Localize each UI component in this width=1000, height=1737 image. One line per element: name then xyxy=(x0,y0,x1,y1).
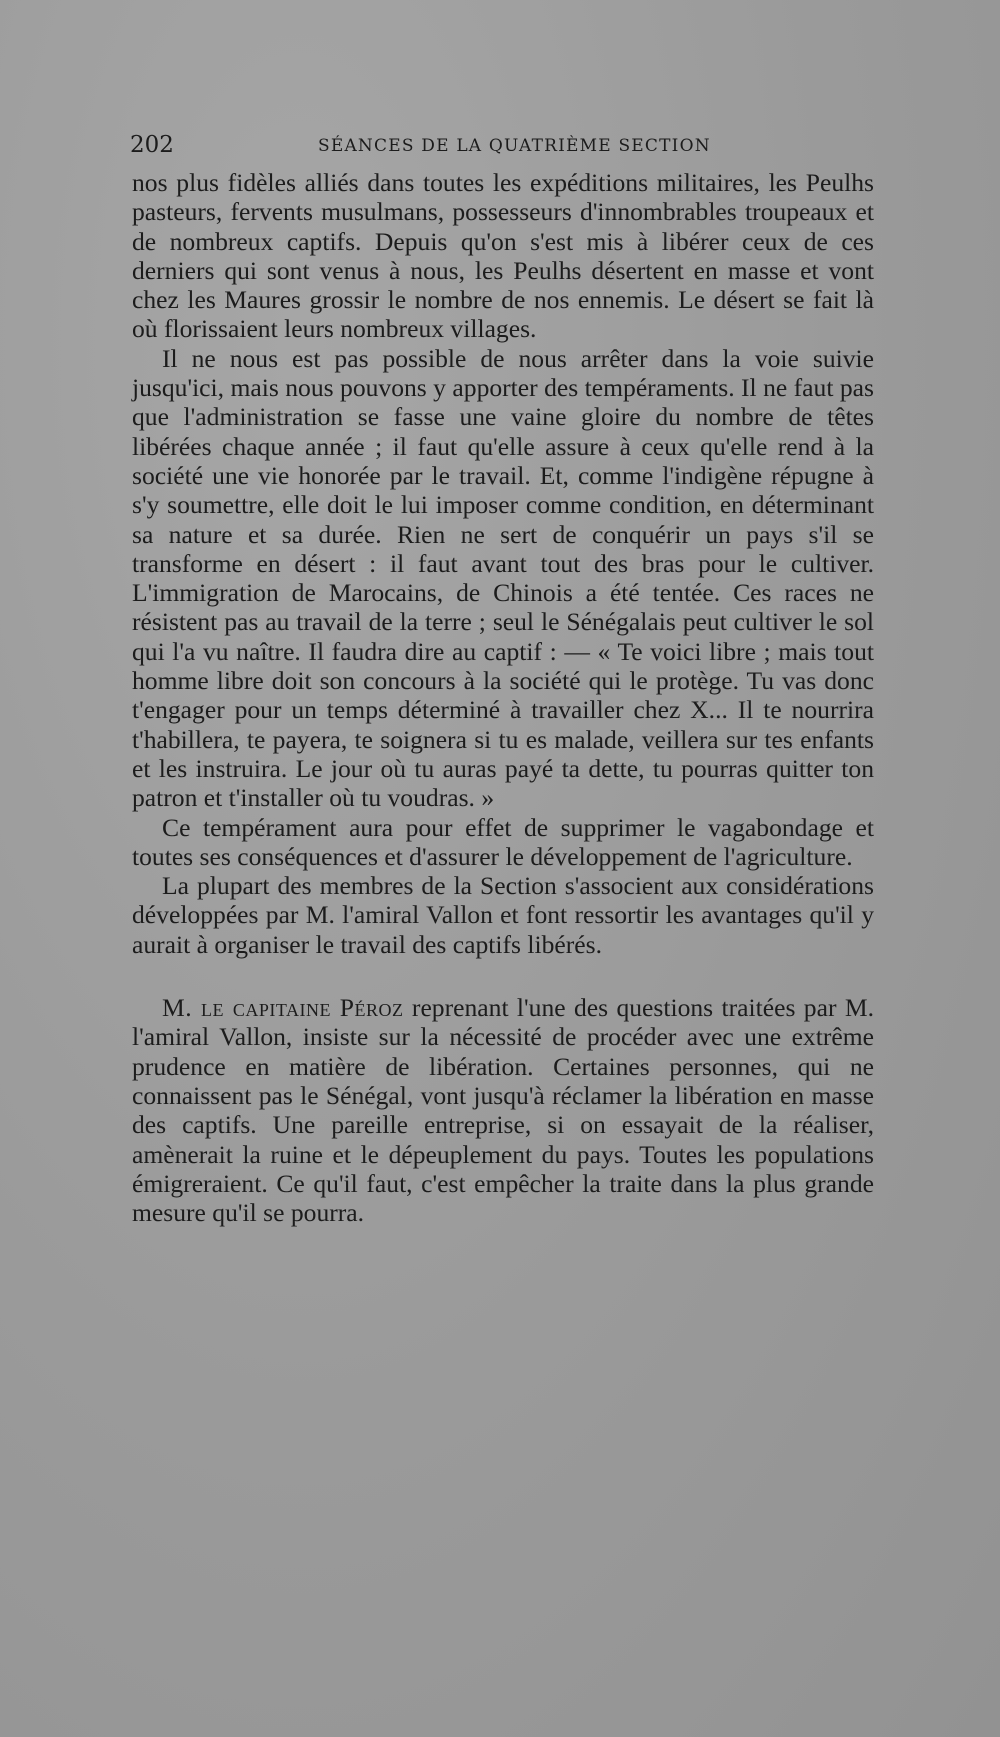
paragraph-3: Ce tempérament aura pour effet de supprimer le vagabondage et toutes ses conséquences et d'assurer le développement de l'agriculture. xyxy=(132,812,874,871)
body-text xyxy=(132,168,874,1227)
speaker-name: M. le capitaine Péroz xyxy=(162,993,404,1023)
running-title: SÉANCES DE LA QUATRIÈME SECTION xyxy=(318,136,711,156)
paragraph-2: Il ne nous est pas possible de nous arrêter dans la voie suivie jusqu'ici, mais nous pouvons y apporter des tempéraments. Il ne faut pas que l'administration se fasse une vaine gloire du nombre de têtes libérées chaque année ; il faut qu'elle assure à ceux qu'elle rend à la société une vie honorée par le travail. Et, comme l'indigène répugne à s'y soumettre, elle doit le lui imposer comme condition, en déterminant sa nature et sa durée. Rien ne sert de conquérir un pays s'il se transforme en désert : il faut avant tout des bras pour le cultiver. L'immigration de Marocains, de Chinois a été tentée. Ces races ne résistent pas au travail de la terre ; seul le Sénégalais peut cultiver le sol qui l'a vu naître. Il faudra dire au captif : — « Te voici libre ; mais tout homme libre doit son concours à la société qui le protège. Tu vas donc t'engager pour un temps déterminé à travailler chez X... Il te nourrira t'habillera, te payera, te soignera si tu es malade, veillera sur tes enfants et les instruira. Le jour où tu auras payé ta dette, tu pourras quitter ton patron et t'installer où tu voudras. » xyxy=(132,343,874,813)
paragraph-4: La plupart des membres de la Section s'associent aux considérations développées par M. l'amiral Vallon et font ressortir les avantages qu'il y aurait à organiser le travail des captifs libérés. xyxy=(132,871,874,959)
running-head xyxy=(130,132,872,164)
section-gap xyxy=(132,959,874,993)
paragraph-5-text: reprenant l'une des questions traitées par M. l'amiral Vallon, insiste sur la nécessité de procéder avec une extrême prudence en matière de libération. Certaines personnes, qui ne connaissent pas le Sénégal, vont jusqu'à réclamer la libération en masse des captifs. Une pareille entreprise, si on essayait de la réaliser, amènerait la ruine et le dépeuplement du pays. Toutes les populations émigreraient. Ce qu'il faut, c'est empêcher la traite dans la plus grande mesure qu'il se pourra. xyxy=(132,993,874,1228)
page-number: 202 xyxy=(130,132,174,158)
paragraph-1: nos plus fidèles alliés dans toutes les expéditions militaires, les Peulhs pasteurs, fervents musulmans, possesseurs d'innombrables troupeaux et de nombreux captifs. Depuis qu'on s'est mis à libérer ceux de ces derniers qui sont venus à nous, les Peulhs désertent en masse et vont chez les Maures grossir le nombre de nos ennemis. Le désert se fait là où florissaient leurs nombreux villages. xyxy=(132,168,874,344)
paragraph-5 xyxy=(132,993,874,1227)
